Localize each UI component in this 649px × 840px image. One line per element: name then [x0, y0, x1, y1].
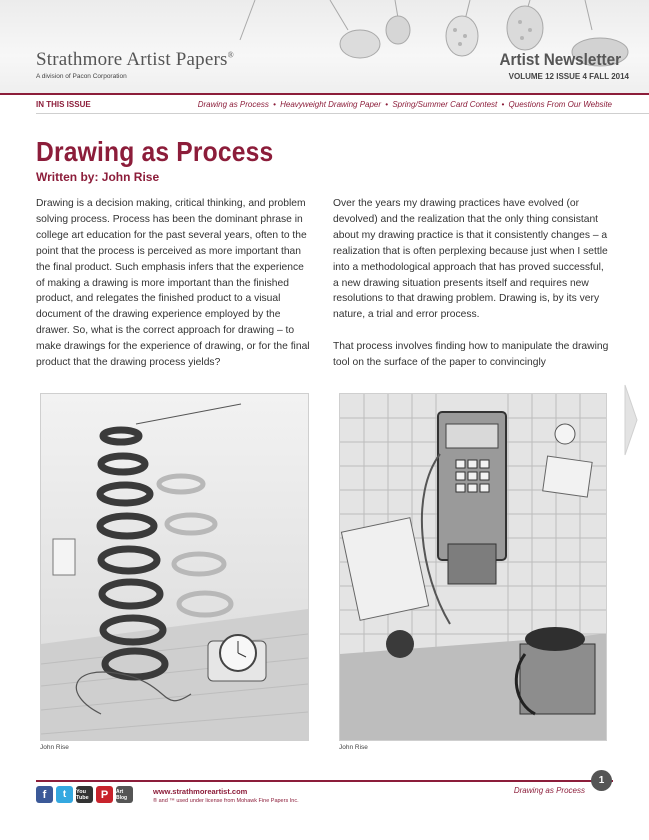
blog-icon[interactable]: Art Blog: [116, 786, 133, 803]
issue-link[interactable]: Spring/Summer Card Contest: [392, 100, 498, 109]
issue-link[interactable]: Drawing as Process: [197, 100, 269, 109]
issue-info: VOLUME 12 ISSUE 4 FALL 2014: [508, 72, 629, 81]
separator: •: [501, 100, 505, 109]
issue-link[interactable]: Heavyweight Drawing Paper: [280, 100, 382, 109]
footer-section-title: Drawing as Process: [513, 786, 585, 795]
article-byline: Written by: John Rise: [36, 170, 160, 184]
website-link[interactable]: www.strathmoreartist.com: [153, 787, 248, 796]
separator: •: [385, 100, 389, 109]
article-column-2: [333, 196, 611, 387]
header-rule: [0, 93, 649, 95]
image-caption: John Rise: [339, 744, 368, 751]
footer-rule: [36, 780, 613, 782]
payphone-drawing-image: [339, 393, 607, 741]
issue-link[interactable]: Questions From Our Website: [508, 100, 612, 109]
newsletter-title: Artist Newsletter: [499, 50, 621, 69]
masthead: [0, 0, 649, 93]
paragraph: Drawing is a decision making, critical thinking, and problem solving process. Process has been the dominant phrase in college art education for the past several years, often to the point that the process is perceived as more important than the final product. Such emphasis infers that the experience of making a drawing is more important than the finished product, and relegates the finished product to a visual document of the drawing experience employed by the drawer. So, what is the correct approach for drawing – to make drawings for the experience of drawing, or for the final product that the drawing process yields?: [36, 198, 310, 369]
article-column-1: [36, 196, 314, 387]
spring-drawing-image: [40, 393, 309, 741]
pinterest-icon[interactable]: P: [96, 786, 113, 803]
next-page-arrow-icon[interactable]: [624, 384, 638, 456]
social-icons: [36, 786, 133, 803]
page-number: 1: [591, 770, 612, 791]
separator: •: [273, 100, 276, 109]
paragraph: Over the years my drawing practices have evolved (or devolved) and the realization that the only thing consistant about my drawing practice is that it consistently changes – a realization that is often perplexing because just when I settle into a methodological approach that has proved successful, a new drawing situation presents itself and requires new resolutions to that drawing problem. Drawing is, by its very nature, a trial and error process.: [333, 198, 608, 321]
division-text: A division of Pacon Corporation: [36, 73, 127, 80]
paragraph: That process involves finding how to manipulate the drawing tool on the surface of the paper to convincingly: [333, 341, 609, 369]
image-caption: John Rise: [40, 744, 69, 751]
license-text: ® and ™ used under license from Mohawk Fine Papers Inc.: [153, 798, 299, 804]
in-this-issue-label: IN THIS ISSUE: [36, 100, 91, 109]
twitter-icon[interactable]: t: [56, 786, 73, 803]
issue-links: [198, 100, 612, 109]
brand-name: Strathmore Artist Papers®: [36, 49, 234, 70]
youtube-icon[interactable]: You Tube: [76, 786, 93, 803]
article-title: Drawing as Process: [36, 136, 274, 167]
divider: [36, 113, 649, 114]
facebook-icon[interactable]: f: [36, 786, 53, 803]
